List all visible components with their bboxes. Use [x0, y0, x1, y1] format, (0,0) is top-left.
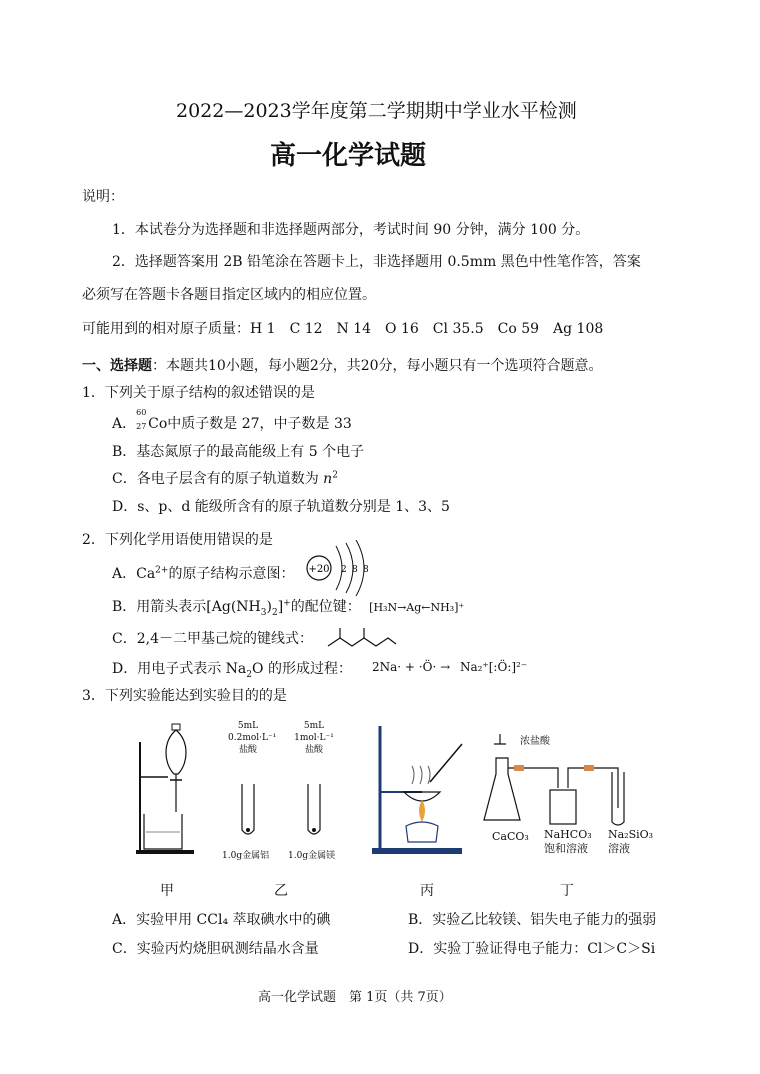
section-label: 一、选择题	[82, 358, 152, 374]
q1-c-exp: 2	[332, 470, 338, 481]
steam-lines	[412, 766, 430, 784]
nahco3-formula: NaHCO₃	[544, 828, 592, 841]
q2-b-rest: 的配位键：	[290, 599, 361, 615]
q2-b-prefix: B．用箭头表示[Ag(NH	[112, 599, 261, 615]
shell-count-3: 8	[363, 565, 369, 575]
label-jia: 甲	[160, 883, 174, 899]
yi-right-conc: 1mol·L⁻¹	[294, 733, 334, 743]
separatory-funnel	[166, 730, 186, 774]
q2-b-mid: )	[266, 599, 272, 615]
label-ding: 丁	[560, 883, 574, 899]
magnesium-metal	[312, 828, 316, 832]
yi-left-conc: 0.2mol·L⁻¹	[228, 733, 277, 743]
q2-option-c: C．2,4－二甲基己烷的键线式：	[112, 631, 313, 647]
wash-bottle	[550, 790, 576, 824]
apparatus-jia	[130, 722, 200, 857]
q1-a-prefix: A．	[112, 416, 137, 432]
q1-option-b: B．基态氮原子的最高能级上有 5 个电子	[112, 444, 365, 460]
question-3-stem: 3．下列实验能达到实验目的的是	[82, 688, 287, 704]
q2-a-charge: 2+	[155, 565, 169, 576]
yi-right-metal-label: 1.0g金属镁	[288, 851, 336, 861]
funnel-stopper	[172, 724, 180, 730]
section-heading	[82, 355, 603, 375]
page-title: 高一化学试题	[270, 141, 427, 171]
q2-a-rest: 的原子结构示意图：	[168, 566, 295, 582]
glass-rod	[430, 744, 462, 782]
question-2-stem: 2．下列化学用语使用错误的是	[82, 532, 273, 548]
yi-right-reagent-label	[294, 720, 334, 756]
atomic-structure-diagram	[300, 540, 390, 600]
q2-d-sub: 2	[246, 669, 253, 680]
crucible	[404, 792, 440, 801]
q1-nuclide-notation	[136, 408, 148, 431]
reaction-right: Na₂⁺[:Ö:]²⁻	[459, 660, 528, 674]
flame	[419, 800, 425, 822]
question-1-stem: 1．下列关于原子结构的叙述错误的是	[82, 385, 315, 401]
na2sio3-formula: Na₂SiO₃	[608, 828, 654, 841]
electron-dot-reaction	[372, 660, 527, 674]
q2-d-rest: O 的形成过程：	[252, 661, 352, 677]
yi-right-volume: 5mL	[303, 721, 325, 731]
q2-d-prefix: D．用电子式表示 Na	[112, 661, 247, 677]
q3-option-a: A．实验甲用 CCl₄ 萃取碘水中的碘	[112, 912, 331, 928]
apparatus-bing	[370, 722, 470, 860]
q3-option-c: C．实验丙灼烧胆矾测结晶水含量	[112, 941, 319, 957]
aluminum-metal	[246, 828, 250, 832]
nucleus-charge: +20	[308, 564, 330, 575]
yi-left-acid: 盐酸	[238, 745, 257, 755]
stand-base	[136, 850, 194, 854]
test-tube-right	[308, 784, 320, 834]
apparatus-ding	[480, 728, 630, 838]
instruction-item-2-cont: 必须写在答题卡各题目指定区域内的相应位置。	[82, 287, 376, 303]
dropping-funnel	[494, 734, 506, 744]
q1-option-c	[112, 468, 338, 488]
test-tube-left	[242, 784, 254, 834]
q2-b-mid2: ]	[277, 599, 284, 615]
q2-b-sup: +	[283, 598, 291, 609]
na2sio3-desc: 溶液	[608, 842, 630, 855]
q3-option-d: D．实验丁验证得电子能力：Cl＞C＞Si	[408, 941, 656, 957]
atomic-masses: 可能用到的相对原子质量：H 1 C 12 N 14 O 16 Cl 35.5 Co 59 Ag 108	[82, 321, 604, 337]
ding-na2sio3-label	[608, 828, 653, 856]
q1-c-text: C．各电子层含有的原子轨道数为	[112, 471, 324, 487]
q1-a-rest: 中质子数是 27，中子数是 33	[167, 416, 352, 432]
page-footer: 高一化学试题 第 1页（共 7页）	[258, 990, 452, 1005]
q1-mass-number: 60	[136, 408, 147, 417]
nahco3-desc: 饱和溶液	[544, 842, 588, 855]
q2-option-b	[112, 596, 464, 618]
ding-acid-label: 浓盐酸	[520, 736, 550, 747]
skeletal-formula	[326, 626, 398, 652]
q2-a-prefix: A．Ca	[112, 566, 156, 582]
yi-left-volume: 5mL	[237, 721, 259, 731]
yi-left-reagent-label	[228, 720, 277, 756]
instruction-item-2: 2．选择题答案用 2B 铅笔涂在答题卡上，非选择题用 0.5mm 黑色中性笔作答，答案	[112, 254, 641, 270]
label-bing: 丙	[420, 883, 434, 899]
q1-atomic-number: 27	[136, 422, 147, 431]
ding-nahco3-label	[544, 828, 592, 856]
connector-1	[514, 765, 524, 771]
apparatus-yi	[236, 780, 336, 840]
q2-option-d	[112, 658, 352, 680]
instructions-heading: 说明：	[82, 189, 124, 205]
section-desc: ：本题共10小题，每小题2分，共20分，每小题只有一个选项符合题意。	[152, 358, 603, 374]
yi-right-acid: 盐酸	[304, 745, 323, 755]
q1-option-a	[112, 408, 352, 433]
shell-count-2: 8	[352, 565, 358, 575]
q2-b-sub: 3	[260, 607, 267, 618]
q2-b-formula: [H₃N→Ag←NH₃]⁺	[369, 601, 465, 614]
exam-header: 2022—2023学年度第二学期期中学业水平检测	[176, 100, 577, 122]
q1-option-d: D．s、p、d 能级所含有的原子轨道数分别是 1、3、5	[112, 499, 450, 515]
q2-b-sub2: 2	[271, 607, 278, 618]
shell-count-1: 2	[341, 565, 347, 575]
q1-element-symbol: Co	[148, 416, 168, 432]
reaction-left: 2Na· + ·Ö· →	[372, 660, 451, 674]
carbon-chain	[328, 638, 396, 646]
q1-c-var: n	[323, 471, 333, 487]
ding-caco3-label: CaCO₃	[492, 830, 529, 843]
yi-left-metal-label: 1.0g金属铝	[222, 851, 270, 861]
q2-option-a	[112, 563, 294, 583]
label-yi: 乙	[274, 883, 288, 899]
instruction-item-1: 1．本试卷分为选择题和非选择题两部分，考试时间 90 分钟，满分 100 分。	[112, 222, 590, 238]
alcohol-lamp	[406, 822, 438, 842]
stand-base	[372, 848, 462, 854]
connector-2	[584, 765, 594, 771]
q3-option-b: B．实验乙比较镁、铝失电子能力的强弱	[408, 912, 657, 928]
